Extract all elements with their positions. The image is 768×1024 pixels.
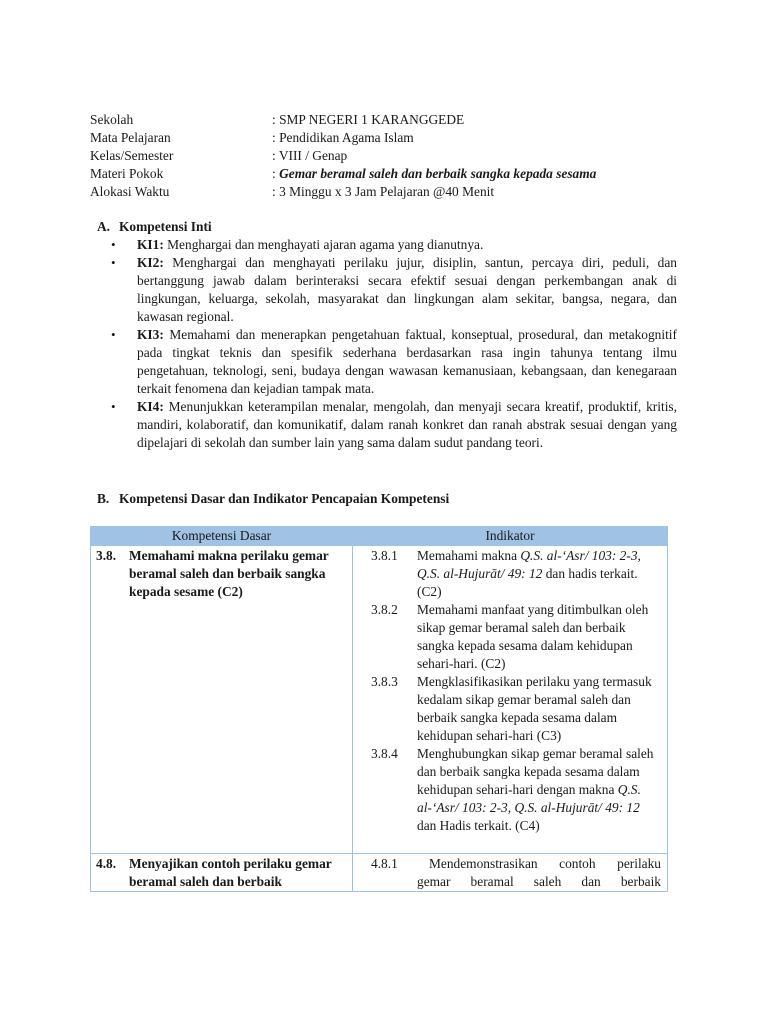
section-number: A. [97, 219, 111, 234]
indicator-text-part: Memahami makna [417, 548, 521, 563]
indicator-text: Memahami manfaat yang ditimbulkan oleh sikap gemar beramal saleh dan berbaik sangka kepada sesama dalam kehidupan sehari-hari. (C2) [417, 602, 649, 671]
indicator-citation: Q.S. al-‘Asr/ 103: 2-3, Q.S. al-Hujurāt/ 49: 12 [417, 548, 641, 581]
kd-text: Memahami makna perilaku gemar beramal saleh dan berbaik sangka kepada sesame (C2) [129, 548, 329, 599]
identity-label: Materi Pokok [90, 166, 164, 181]
ki-description: Menghargai dan menghayati ajaran agama yang dianutnya. [163, 237, 484, 252]
identity-value: : SMP NEGERI 1 KARANGGEDE [272, 112, 465, 127]
kd-number: 4.8. [96, 856, 117, 871]
table-row [91, 854, 668, 892]
indicator-number: 3.8.3 [371, 674, 398, 689]
ki-code: KI4: [137, 399, 164, 414]
indicator-text: Mengklasifikasikan perilaku yang termasuk kedalam sikap gemar beramal saleh dan berbaik sangka kepada sesama dalam kehidupan sehari-hari (C3) [417, 674, 652, 743]
list-item-text [137, 254, 677, 326]
bullet: • [111, 327, 116, 342]
ki-code: KI1: [137, 237, 164, 252]
ki-description: Memahami dan menerapkan pengetahuan faktual, konseptual, prosedural, dan metakognitif pada tingkat teknis dan spesifik sederhana berdasarkan rasa ingin tahunya tentang ilmu pengetahuan, teknologi, seni, budaya dengan wawasan kemanusiaan, kebangsaan, dan kenegaraan terkait fenomena dan kejadian tampak mata. [137, 327, 677, 396]
ki-description: Menunjukkan keterampilan menalar, mengolah, dan menyaji secara kreatif, produktif, kritis, mandiri, kolaboratif, dan komunikatif, dalam ranah konkret dan ranah abstrak sesuai dengan yang dipelajari di sekolah dan sumber lain yang sama dalam sudut pandang teori. [137, 399, 677, 450]
identity-value-prefix: : [272, 166, 280, 181]
list-item [111, 254, 677, 326]
identity-block [90, 111, 596, 201]
bullet: • [111, 255, 116, 270]
kompetensi-inti-list [111, 236, 677, 452]
ki-description: Menghargai dan menghayati perilaku jujur, disiplin, santun, percaya diri, peduli, dan bertanggung jawab dalam berinteraksi secara efektif sesuai dengan perkembangan anak di lingkungan, keluarga, sekolah, masyarakat dan lingkungan alam sekitar, bangsa, negara, dan kawasan regional. [137, 255, 677, 324]
indicator-text-part: Menghubungkan sikap gemar beramal saleh dan berbaik sangka kepada sesama dalam kehidupan sehari-hari dengan makna [417, 746, 654, 797]
kd-cell [91, 546, 353, 854]
indicator-item [353, 547, 667, 601]
bullet: • [111, 237, 116, 252]
kd-cell [91, 854, 353, 892]
section-number: B. [97, 491, 110, 506]
indicator-cell [353, 854, 668, 892]
indicator-number: 3.8.4 [371, 746, 398, 761]
identity-value [272, 165, 596, 183]
identity-value: : VIII / Genap [272, 148, 348, 163]
indicator-text: Mendemonstrasikan contoh perilaku gemar beramal saleh dan berbaik [417, 856, 661, 889]
kd-entry [91, 854, 352, 891]
identity-value: : 3 Minggu x 3 Jam Pelajaran @40 Menit [272, 184, 495, 199]
list-item [111, 398, 677, 452]
indicator-text-part: dan hadis terkait. (C2) [417, 566, 638, 599]
list-item-text [137, 236, 677, 254]
ki-code: KI2: [137, 255, 164, 270]
identity-label: Kelas/Semester [90, 148, 174, 163]
materi-pokok-value: Gemar beramal saleh dan berbaik sangka kepada sesama [279, 166, 597, 181]
indicator-number: 3.8.2 [371, 602, 398, 617]
section-b-heading [97, 490, 449, 508]
list-item [111, 326, 677, 398]
list-item-text [137, 326, 677, 398]
ki-code: KI3: [137, 327, 164, 342]
identity-label: Mata Pelajaran [90, 130, 171, 145]
indicator-citation: Q.S. al-‘Asr/ 103: 2-3, Q.S. al-Hujurāt/ 49: 12 [417, 782, 641, 815]
indicator-item [353, 601, 667, 673]
indicator-text [417, 745, 661, 835]
table-header-kompetensi-dasar: Kompetensi Dasar [91, 527, 353, 546]
section-title: Kompetensi Inti [119, 219, 212, 234]
section-title: Kompetensi Dasar dan Indikator Pencapaian Kompetensi [119, 491, 450, 506]
table-header-indikator: Indikator [353, 527, 668, 546]
indicator-number: 4.8.1 [371, 856, 398, 871]
kompetensi-table [90, 526, 668, 892]
list-item [111, 236, 677, 254]
indicator-number: 3.8.1 [371, 548, 398, 563]
kd-number: 3.8. [96, 548, 117, 563]
identity-label: Alokasi Waktu [90, 184, 170, 199]
indicator-item [353, 673, 667, 745]
identity-row-alokasi-waktu [90, 183, 596, 201]
indicator-cell [353, 546, 668, 854]
table-row [91, 546, 668, 854]
identity-row-materi-pokok [90, 165, 596, 183]
section-a-heading [97, 218, 212, 236]
identity-row-kelas-semester [90, 147, 596, 165]
kd-text: Menyajikan contoh perilaku gemar beramal saleh dan berbaik [129, 856, 332, 889]
identity-row-sekolah [90, 111, 596, 129]
list-item-text [137, 398, 677, 452]
identity-label: Sekolah [90, 112, 134, 127]
identity-value: : Pendidikan Agama Islam [272, 130, 414, 145]
kd-entry [91, 546, 352, 601]
bullet: • [111, 399, 116, 414]
indicator-item [353, 745, 667, 835]
indicator-text-part: dan Hadis terkait. (C4) [417, 818, 540, 833]
table-header-row [91, 527, 668, 546]
identity-row-mata-pelajaran [90, 129, 596, 147]
indicator-text [417, 547, 661, 601]
indicator-item [353, 855, 667, 891]
